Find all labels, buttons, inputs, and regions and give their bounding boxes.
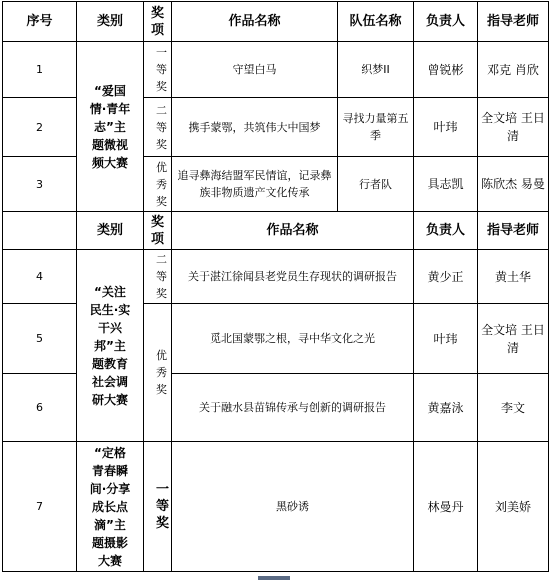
- header-leader: 负责人: [414, 2, 478, 42]
- advisor-cell: 全文培 王日清: [478, 304, 549, 374]
- category-cell: “定格青春瞬间·分享成长点滴”主题摄影大赛: [77, 442, 144, 572]
- category-cell: “关注民生·实干兴邦”主题教育社会调研大赛: [77, 250, 144, 442]
- row-serial: 6: [3, 374, 77, 442]
- work-name-cell: 黑砂诱: [172, 442, 414, 572]
- header-category: 类别: [77, 2, 144, 42]
- award-cell: 二等奖: [144, 98, 172, 157]
- advisor-cell: 刘美娇: [478, 442, 549, 572]
- award-cell: 一等奖: [144, 42, 172, 98]
- table-row: [3, 442, 549, 572]
- team-name-cell: 寻找力量第五季: [338, 98, 414, 157]
- work-name-cell: 觅北国蒙鄂之根，寻中华文化之光: [172, 304, 414, 374]
- header-row-1: [3, 2, 549, 42]
- leader-cell: 曾锐彬: [414, 42, 478, 98]
- table-row: [3, 42, 549, 98]
- header-advisor: 指导老师: [478, 2, 549, 42]
- header-award: 奖项: [144, 212, 172, 250]
- award-cell: 一等奖: [144, 442, 172, 572]
- award-cell: 优秀奖: [144, 157, 172, 212]
- work-name-cell: 守望白马: [172, 42, 338, 98]
- advisor-cell: 邓克 肖欣: [478, 42, 549, 98]
- leader-cell: 具志凯: [414, 157, 478, 212]
- category-cell: “爱国情·青年志”主题微视频大赛: [77, 42, 144, 212]
- leader-cell: 黄少正: [414, 250, 478, 304]
- leader-cell: 叶玮: [414, 304, 478, 374]
- header-leader: 负责人: [414, 212, 478, 250]
- header-work: 作品名称: [172, 2, 338, 42]
- team-name-cell: 织梦II: [338, 42, 414, 98]
- advisor-cell: 陈欣杰 易曼: [478, 157, 549, 212]
- row-serial: 5: [3, 304, 77, 374]
- team-name-cell: 行者队: [338, 157, 414, 212]
- row-serial: 3: [3, 157, 77, 212]
- table-row: [3, 250, 549, 304]
- header-blank: [3, 212, 77, 250]
- header-work: 作品名称: [172, 212, 414, 250]
- header-award: 奖项: [144, 2, 172, 42]
- work-name-cell: 关于湛江徐闻县老党员生存现状的调研报告: [172, 250, 414, 304]
- header-advisor: 指导老师: [478, 212, 549, 250]
- header-team: 队伍名称: [338, 2, 414, 42]
- row-serial: 2: [3, 98, 77, 157]
- advisor-cell: 李文: [478, 374, 549, 442]
- award-cell: 优秀奖: [144, 304, 172, 442]
- advisor-cell: 黄土华: [478, 250, 549, 304]
- header-serial: 序号: [3, 2, 77, 42]
- award-cell: 二等奖: [144, 250, 172, 304]
- advisor-cell: 全文培 王日清: [478, 98, 549, 157]
- row-serial: 7: [3, 442, 77, 572]
- leader-cell: 叶玮: [414, 98, 478, 157]
- row-serial: 1: [3, 42, 77, 98]
- leader-cell: 黄嘉泳: [414, 374, 478, 442]
- leader-cell: 林曼丹: [414, 442, 478, 572]
- row-serial: 4: [3, 250, 77, 304]
- bottom-scroll-strip: [258, 576, 290, 580]
- awards-table: [2, 1, 549, 572]
- work-name-cell: 携手蒙鄂，共筑伟大中国梦: [172, 98, 338, 157]
- header-category: 类别: [77, 212, 144, 250]
- work-name-cell: 追寻彝海结盟军民情谊，记录彝族非物质遗产文化传承: [172, 157, 338, 212]
- work-name-cell: 关于融水县苗锦传承与创新的调研报告: [172, 374, 414, 442]
- header-row-2: [3, 212, 549, 250]
